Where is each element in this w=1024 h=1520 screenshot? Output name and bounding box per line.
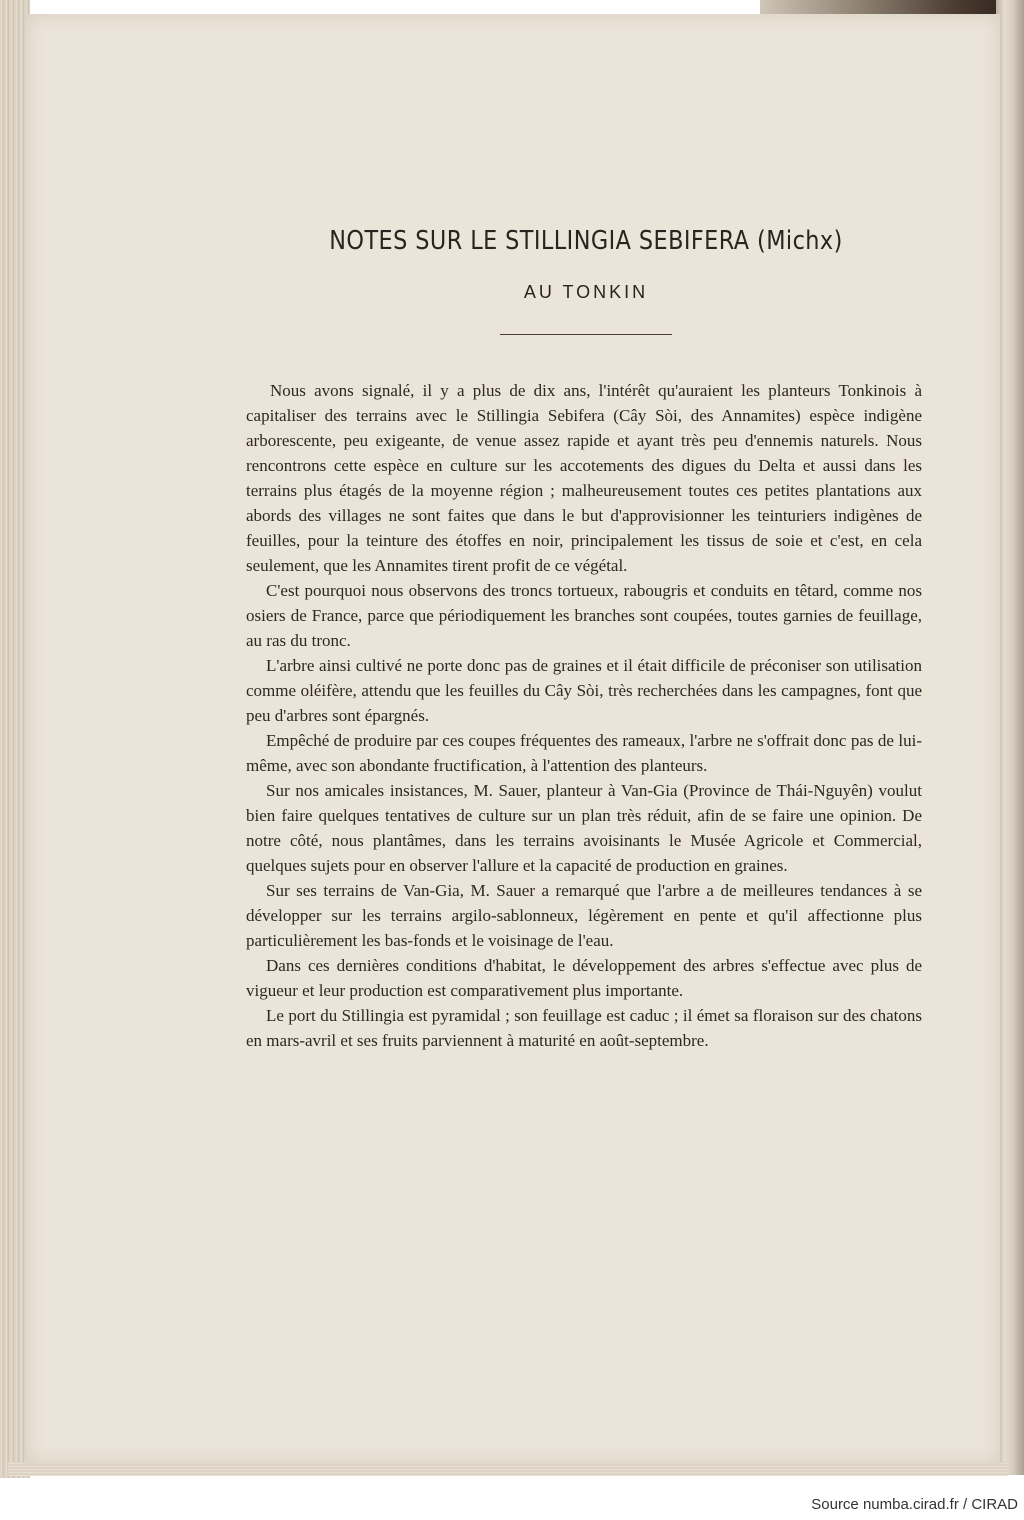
paragraph: Le port du Stillingia est pyramidal ; son feuillage est caduc ; il émet sa floraison sur des chatons en mars-avril et ses fruits parviennent à maturité en août-septembre. — [246, 1006, 922, 1050]
article-body — [246, 378, 922, 1053]
paragraph: Sur nos amicales insistances, M. Sauer, planteur à Van-Gia (Province de Thái-Nguyên) voulut bien faire quelques tentatives de culture sur un plan très réduit, afin de se faire une opinion. De notre côté, nous plantâmes, dans les terrains avoisinants le Musée Agricole et Commercial, quelques sujets pour en observer l'allure et la capacité de production en graines. — [246, 781, 922, 875]
paragraph: C'est pourquoi nous observons des troncs tortueux, rabougris et conduits en têtard, comme nos osiers de France, parce que périodiquement les branches sont coupées, toutes garnies de feuillage, au ras du tronc. — [246, 581, 922, 650]
paragraph: Sur ses terrains de Van-Gia, M. Sauer a remarqué que l'arbre a de meilleures tendances à se développer sur les terrains argilo-sablonneux, légèrement en pente et qu'il affectionne plus particulièrement les bas-fonds et le voisinage de l'eau. — [246, 881, 922, 950]
book-spine-edge — [996, 0, 1024, 1475]
paragraph: Empêché de produire par ces coupes fréquentes des rameaux, l'arbre ne s'offrait donc pas de lui-même, avec son abondante fructification, à l'attention des planteurs. — [246, 731, 922, 775]
source-credit: Source numba.cirad.fr / CIRAD — [811, 1496, 1018, 1513]
paragraph: L'arbre ainsi cultivé ne porte donc pas de graines et il était difficile de préconiser son utilisation comme oléifère, attendu que les feuilles du Cây Sòi, très recherchées dans les campagnes, font que peu d'arbres sont épargnés. — [246, 656, 922, 725]
paragraph: Dans ces dernières conditions d'habitat, le développement des arbres s'effectue avec plus de vigueur et leur production est comparativement plus importante. — [246, 956, 922, 1000]
article-title: NOTES SUR LE STILLINGIA SEBIFERA (Michx) — [329, 226, 843, 256]
paragraph: Nous avons signalé, il y a plus de dix ans, l'intérêt qu'auraient les planteurs Tonkinois à capitaliser des terrains avec le Stillingia Sebifera (Cây Sòi, des Annamites) espèce indigène arborescente, peu exigeante, de venue assez rapide et ayant très peu d'ennemis naturels. Nous rencontrons cette espèce en culture sur les accotements des digues du Delta et aussi dans les terrains plus étagés de la moyenne région ; malheureusement toutes ces petites plantations aux abords des villages ne sont faites que dans le but d'approvisionner les teinturiers indigènes de feuilles, pour la teinture des étoffes en noir, principalement les tissus de soie et c'est, en cela seulement, que les Annamites tirent profit de ce végétal. — [246, 381, 922, 575]
stacked-page-bottom-edges — [8, 1462, 1008, 1476]
article-subtitle: AU TONKIN — [523, 282, 649, 302]
title-divider — [500, 334, 672, 335]
book-page — [26, 14, 1000, 1464]
